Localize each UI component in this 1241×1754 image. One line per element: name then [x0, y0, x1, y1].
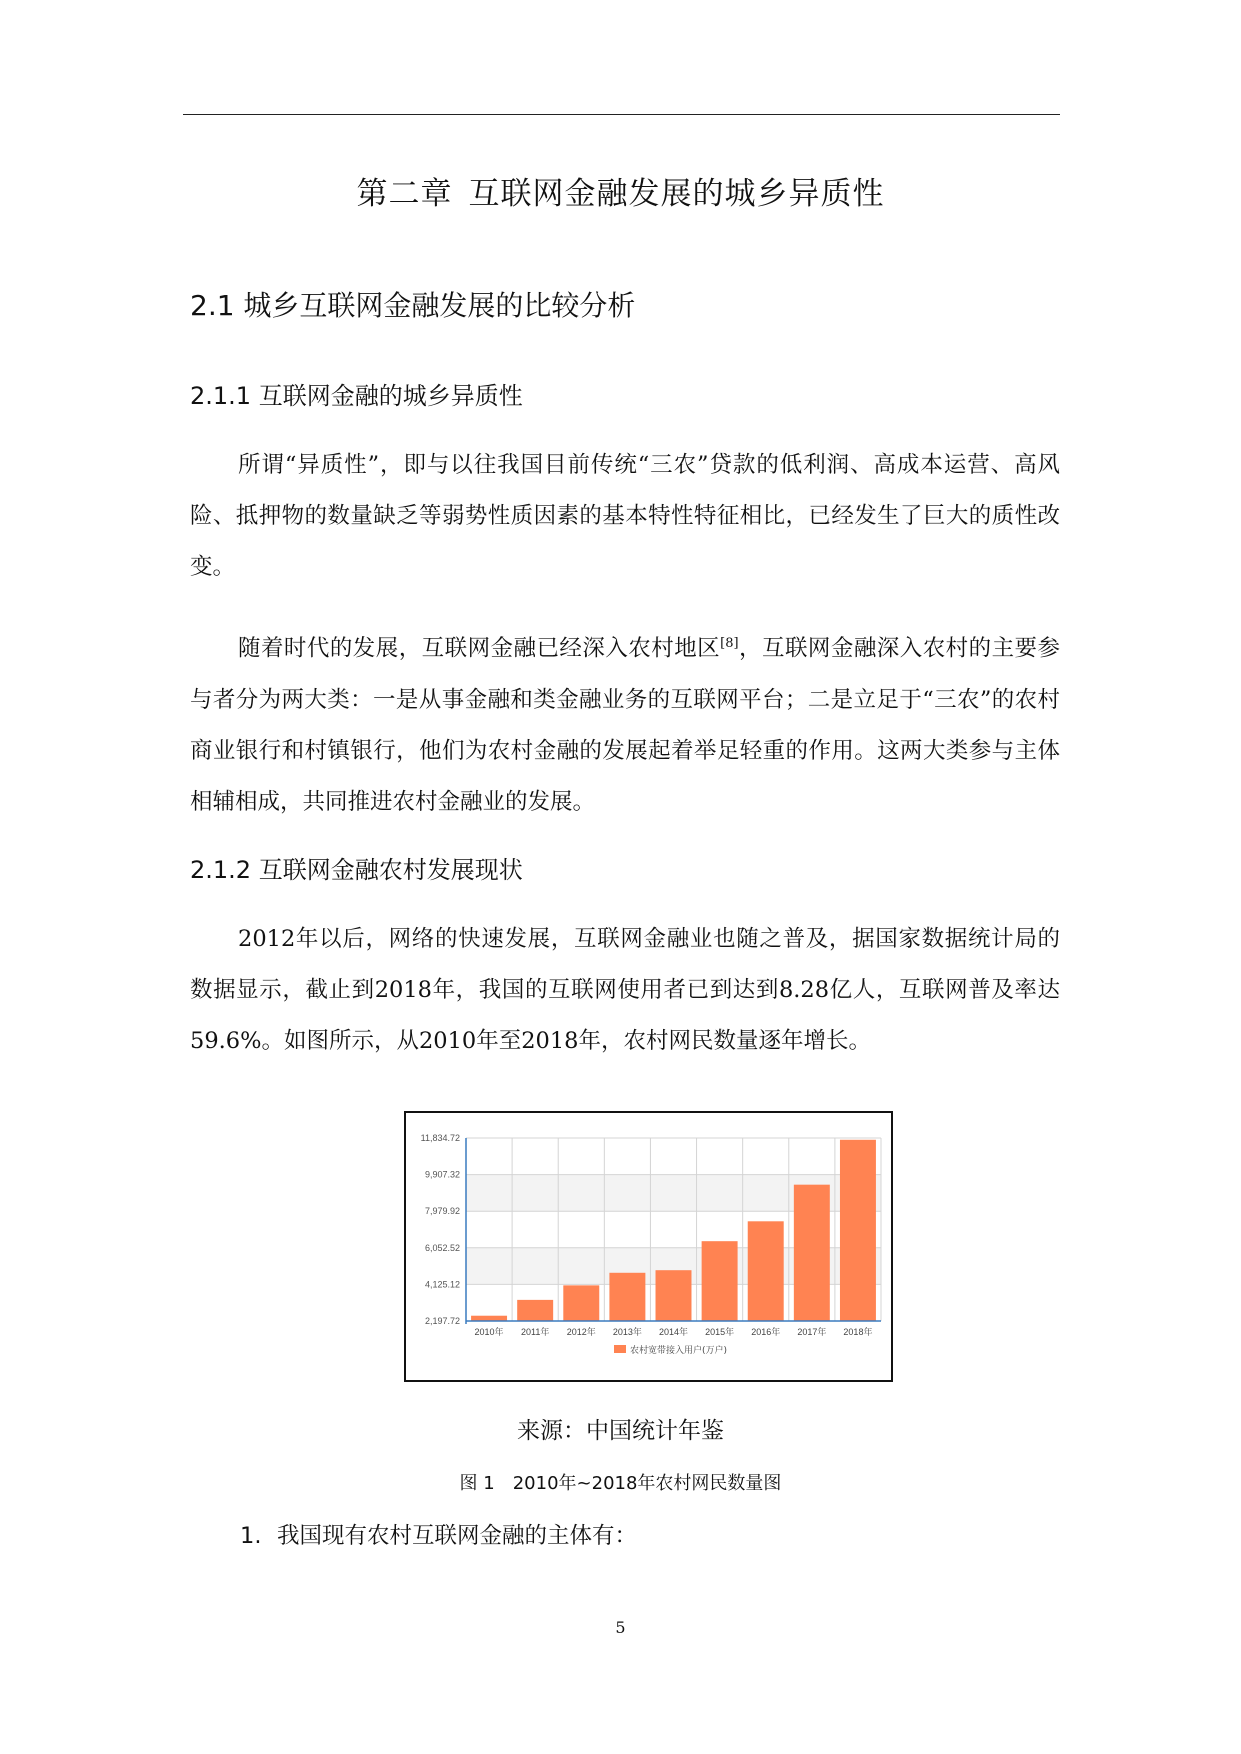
x-tick-label: 2015年 — [705, 1327, 735, 1337]
subsection-heading-2-1-2: 2.1.2 互联网金融农村发展现状 — [190, 856, 523, 884]
figure-caption-label: 图 1 — [459, 1473, 495, 1494]
chapter-title-text: 互联网金融发展的城乡异质性 — [468, 176, 885, 212]
grid-band — [466, 1138, 881, 1175]
paragraph-participants-text-1: 随着时代的发展，互联网金融已经深入农村地区 — [238, 635, 721, 662]
paragraph-participants-text-2: ，互联网金融深入农村的主要参与者分为两大类：一是从事金融和类金融业务的互联网平台；二是立足于“三农”的农村商业银行和村镇银行，他们为农村金融的发展起着举足轻重的作用。这两大类参与主体相辅相成，共同推进农村金融业的发展。 — [190, 635, 1060, 815]
bar — [517, 1300, 553, 1321]
paragraph-heterogeneity: 所谓“异质性”，即与以往我国目前传统“三农”贷款的低利润、高成本运营、高风险、抵押物的数量缺乏等弱势性质因素的基本特性特征相比，已经发生了巨大的质性改变。 — [190, 452, 1060, 580]
paragraph-participants — [190, 618, 1060, 828]
x-tick-label: 2018年 — [843, 1327, 873, 1337]
figure-caption-text: 2010年~2018年农村网民数量图 — [512, 1473, 782, 1494]
bar — [563, 1285, 599, 1321]
bar — [840, 1140, 876, 1321]
x-tick-label: 2013年 — [612, 1327, 642, 1337]
bar — [609, 1273, 645, 1321]
chapter-label: 第二章 — [356, 176, 453, 212]
y-tick-label: 9,907.32 — [424, 1169, 460, 1180]
paragraph-rural-status: 2012年以后，网络的快速发展，互联网金融业也随之普及，据国家数据统计局的数据显示，截止到2018年，我国的互联网使用者已到达到8.28亿人，互联网普及率达59.6%。如图所示，从2010年至2018年，农村网民数量逐年增长。 — [190, 926, 1060, 1054]
x-tick-label: 2012年 — [566, 1327, 596, 1337]
header-rule — [183, 114, 1060, 115]
y-tick-label: 7,979.92 — [424, 1206, 460, 1217]
subsection-heading-2-1-1: 2.1.1 互联网金融的城乡异质性 — [190, 382, 523, 410]
x-tick-label: 2017年 — [797, 1327, 827, 1337]
figure-source: 来源：中国统计年鉴 — [517, 1418, 724, 1444]
y-tick-label: 11,834.72 — [420, 1133, 460, 1143]
chapter-title — [0, 168, 1241, 213]
bar — [794, 1185, 830, 1321]
bar-chart — [406, 1113, 891, 1380]
x-tick-label: 2010年 — [474, 1327, 504, 1337]
list-item — [240, 1518, 637, 1550]
y-tick-label: 4,125.12 — [424, 1279, 460, 1290]
x-tick-label: 2014年 — [658, 1327, 689, 1337]
bar — [702, 1241, 738, 1321]
legend-swatch — [614, 1345, 626, 1353]
page-number: 5 — [615, 1618, 626, 1637]
list-item-text: 我国现有农村互联网金融的主体有： — [277, 1523, 638, 1549]
bar — [656, 1270, 692, 1321]
section-heading: 2.1 城乡互联网金融发展的比较分析 — [190, 289, 636, 322]
legend-label: 农村宽带接入用户(万户) — [630, 1346, 728, 1356]
figure-frame — [404, 1111, 893, 1382]
y-tick-label: 6,052.52 — [424, 1242, 460, 1253]
bar — [471, 1316, 507, 1321]
list-item-number: 1. — [240, 1523, 262, 1549]
citation-ref: [8] — [720, 636, 739, 651]
y-tick-label: 2,197.72 — [424, 1316, 460, 1326]
x-tick-label: 2011年 — [520, 1327, 550, 1337]
x-tick-label: 2016年 — [751, 1327, 781, 1337]
figure-caption — [0, 1469, 1241, 1495]
bar — [748, 1221, 784, 1321]
